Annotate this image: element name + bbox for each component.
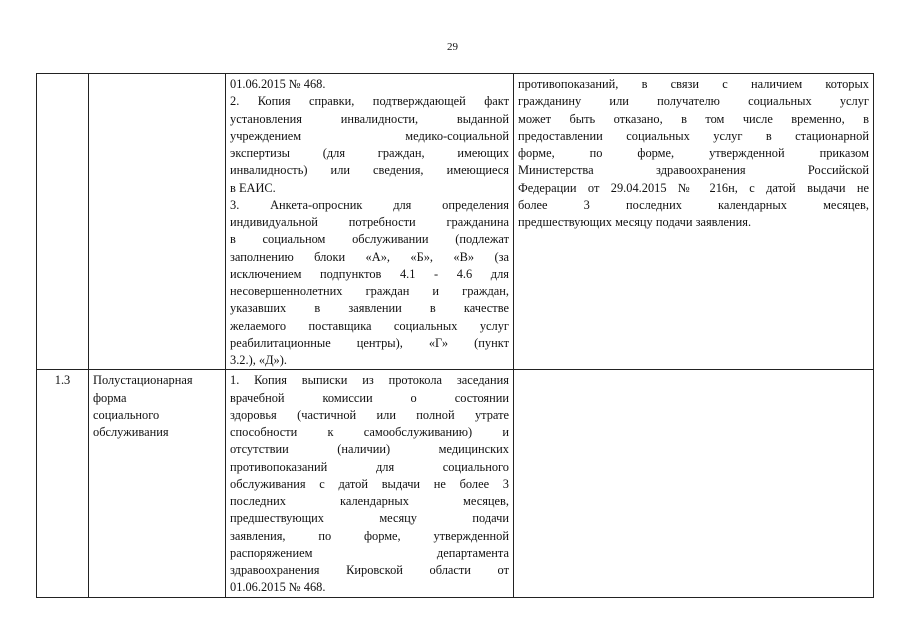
text-line: здравоохранения Кировской области от (230, 563, 509, 577)
text-line: более 3 последних календарных месяцев, (518, 197, 869, 212)
text-line: экспертизы (для граждан, имеющих (230, 146, 509, 160)
text-line: несовершеннолетних граждан и граждан, (230, 284, 509, 298)
text-line: желаемого поставщика социальных услуг (230, 318, 509, 333)
table-row (37, 370, 874, 597)
text-line: предоставлении социальных услуг в стационарной (518, 128, 869, 143)
documents-table (36, 73, 874, 598)
text-line: распоряжением департамента (230, 545, 509, 560)
page-number: 29 (447, 41, 458, 53)
text-line: 3. Анкета-опросник для определения (230, 197, 509, 212)
table-row (37, 74, 874, 370)
text-line: индивидуальной потребности гражданина (230, 215, 509, 229)
text-line: установления инвалидности, выданной (230, 111, 509, 126)
notes-cell (514, 74, 874, 370)
text-line: предшествующих месяцу подачи заявления. (518, 215, 752, 229)
documents-cell (226, 370, 514, 597)
text-line: учреждением медико-социальной (230, 128, 509, 143)
text-line: врачебной комиссии о состоянии (230, 390, 509, 405)
text-line: исключением подпунктов 4.1 - 4.6 для (230, 266, 509, 281)
text-line: Федерации от 29.04.2015 № 216н, с датой выдачи не (518, 180, 869, 195)
text-line: способности к самообслуживанию) и (230, 425, 509, 439)
service-form-cell (89, 370, 226, 597)
text-line: реабилитационные центры), «Г» (пункт (230, 335, 509, 350)
row-number-cell (37, 370, 89, 597)
text-line: указавших в заявлении в качестве (230, 301, 509, 316)
text-line: обслуживания (93, 425, 169, 439)
text-line: социального (93, 407, 160, 422)
text-line: форме, по форме, утвержденной приказом (518, 146, 869, 160)
text-line: в социальном обслуживании (подлежат (230, 232, 509, 247)
text-line: Министерства здравоохранения Российской (518, 163, 869, 178)
text-line: обслуживания с датой выдачи не более 3 (230, 476, 509, 491)
text-line: отсутствии (наличии) медицинских (230, 442, 509, 457)
notes-cell (514, 370, 874, 597)
text-line: заявления, по форме, утвержденной (230, 528, 509, 543)
text-line: противопоказаний для социального (230, 459, 509, 474)
text-line: 01.06.2015 № 468. (230, 580, 326, 595)
text-line: предшествующих месяцу подачи (230, 511, 509, 526)
service-form-cell (89, 74, 226, 370)
text-line: 1. Копия выписки из протокола заседания (230, 373, 509, 388)
text-line: в ЕАИС. (230, 180, 276, 195)
text-line: здоровья (частичной или полной утрате (230, 407, 509, 422)
text-line: 3.2.), «Д»). (230, 353, 287, 367)
text-line: может быть отказано, в том числе временно, в (518, 111, 869, 126)
row-number-cell (37, 74, 89, 370)
text-line: инвалидность) или сведения, имеющиеся (230, 163, 509, 178)
text-line: 2. Копия справки, подтверждающей факт (230, 94, 509, 109)
text-line: форма (93, 390, 127, 405)
table-body (37, 74, 874, 598)
text-line: Полустационарная (93, 373, 193, 388)
text-line: гражданину или получателю социальных услуг (518, 94, 869, 109)
text-line: заполнению блоки «А», «Б», «В» (за (230, 249, 509, 264)
text-line: противопоказаний, в связи с наличием которых (518, 77, 869, 91)
text-line: последних календарных месяцев, (230, 494, 509, 508)
documents-cell (226, 74, 514, 370)
row-number: 1.3 (54, 373, 71, 388)
text-line: 01.06.2015 № 468. (230, 77, 326, 91)
